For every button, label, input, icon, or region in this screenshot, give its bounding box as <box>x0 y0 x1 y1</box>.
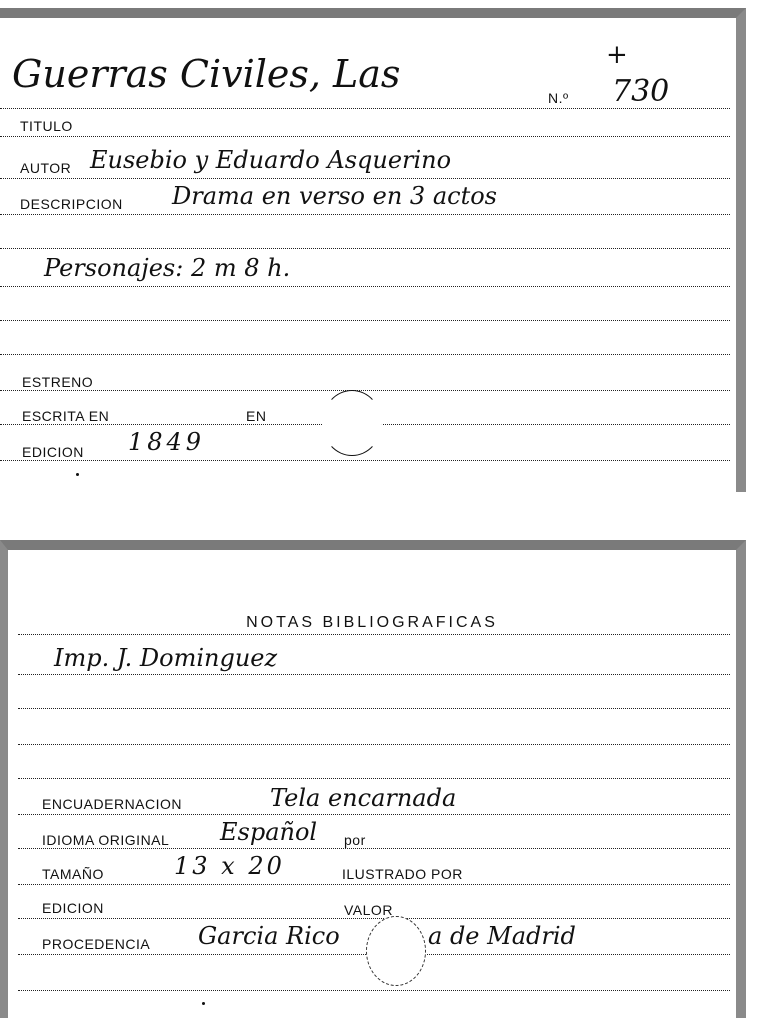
rule-line <box>0 248 730 249</box>
procedencia-value-right: a de Madrid <box>428 922 576 950</box>
procedencia-value-left: Garcia Rico <box>198 922 340 950</box>
title-handwriting: Guerras Civiles, Las <box>12 52 401 96</box>
number-handwriting: 730 <box>612 74 670 109</box>
ilustrado-por-label: ILUSTRADO POR <box>342 866 463 882</box>
por-label: por <box>344 832 366 848</box>
descripcion-value: Drama en verso en 3 actos <box>172 182 497 210</box>
catalog-card-back <box>0 540 746 1018</box>
ink-dot <box>76 473 79 476</box>
ink-dot <box>202 1002 205 1005</box>
rule-line <box>0 460 730 461</box>
rule-line <box>0 320 730 321</box>
rule-line <box>0 108 730 109</box>
punch-hole <box>322 390 382 456</box>
en-label: EN <box>246 408 267 424</box>
autor-label: AUTOR <box>20 160 72 176</box>
edicion-value: 1849 <box>128 428 206 456</box>
rule-line <box>18 814 730 815</box>
rule-line <box>18 990 730 991</box>
rule-line <box>18 918 730 919</box>
rule-line <box>0 178 730 179</box>
idioma-original-value: Español <box>220 818 318 846</box>
idioma-original-label: IDIOMA ORIGINAL <box>42 832 170 848</box>
procedencia-label: PROCEDENCIA <box>42 936 151 952</box>
notes-value: Imp. J. Dominguez <box>54 644 278 672</box>
estreno-label: ESTRENO <box>22 374 94 390</box>
rule-line <box>18 674 730 675</box>
rule-line <box>0 214 730 215</box>
rule-line <box>18 884 730 885</box>
rule-line <box>18 708 730 709</box>
encuadernacion-label: ENCUADERNACION <box>42 796 183 812</box>
escrita-en-label: ESCRITA EN <box>22 408 110 424</box>
rule-line <box>0 136 730 137</box>
notas-bibliograficas-header: NOTAS BIBLIOGRAFICAS <box>246 614 498 631</box>
autor-value: Eusebio y Eduardo Asquerino <box>90 146 452 174</box>
personajes-value: Personajes: 2 m 8 h. <box>44 254 291 282</box>
catalog-card-front <box>0 8 746 492</box>
rule-line <box>0 286 730 287</box>
edicion-label: EDICION <box>22 444 84 460</box>
punch-hole <box>366 916 426 986</box>
descripcion-label: DESCRIPCION <box>20 196 123 212</box>
number-label: N.º <box>548 90 569 106</box>
edicion-back-label: EDICION <box>42 900 104 916</box>
rule-line <box>0 354 730 355</box>
cross-mark: + <box>606 40 628 70</box>
encuadernacion-value: Tela encarnada <box>270 784 457 812</box>
rule-line <box>18 744 730 745</box>
tamano-value: 13 x 20 <box>174 852 285 880</box>
tamano-label: TAMAÑO <box>42 866 104 882</box>
rule-line <box>18 778 730 779</box>
rule-line <box>18 634 730 635</box>
rule-line <box>18 848 730 849</box>
valor-label: VALOR <box>344 902 393 918</box>
titulo-label: TITULO <box>20 118 73 134</box>
rule-line <box>0 390 730 391</box>
